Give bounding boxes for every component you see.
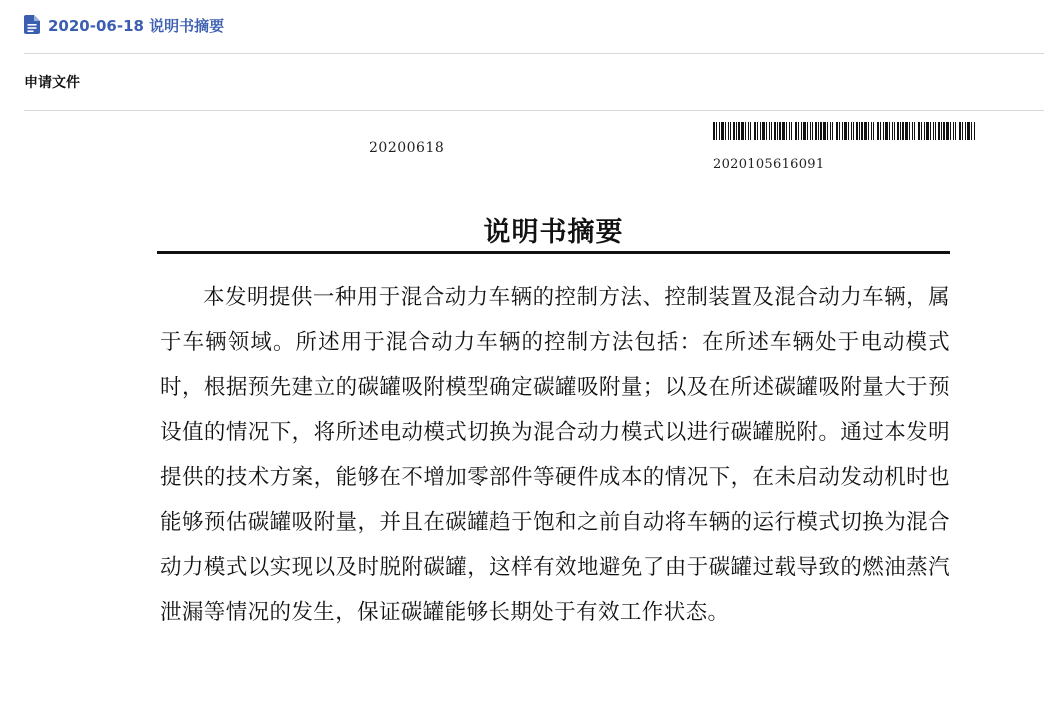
barcode-bar [791, 122, 792, 140]
barcode-bar [880, 122, 881, 140]
application-number: 2020105616091 [713, 157, 825, 172]
barcode-bar [946, 122, 949, 140]
barcode-bar [725, 122, 726, 140]
barcode-bar [953, 122, 954, 140]
barcode-bar [839, 122, 840, 140]
barcode-bar [807, 122, 808, 140]
barcode-bar [810, 122, 811, 140]
barcode-bar [950, 122, 951, 140]
barcode-bar [851, 122, 852, 140]
header-divider [24, 53, 1044, 54]
barcode-bar [844, 122, 847, 140]
barcode-bar [965, 122, 966, 140]
barcode-bar [716, 122, 717, 140]
barcode-bar [877, 122, 879, 140]
barcode-bar [812, 122, 813, 140]
barcode-bar [856, 122, 858, 140]
barcode-bar [967, 122, 970, 140]
barcode-bar [798, 122, 799, 140]
barcode-bar [815, 122, 817, 140]
barcode-bar [873, 122, 874, 140]
barcode-bar [771, 122, 772, 140]
barcode-bar [779, 122, 781, 140]
barcode-bar [721, 122, 724, 140]
barcode-bar [941, 122, 942, 140]
barcode-bar [909, 122, 910, 140]
barcode-bar [760, 122, 761, 140]
barcode-bar [905, 122, 908, 140]
barcode-bar [889, 122, 890, 140]
barcode-bar [933, 122, 934, 140]
barcode-bar [774, 122, 776, 140]
barcode-bar [930, 122, 931, 140]
barcode-bar [741, 122, 744, 140]
title-rule [157, 251, 950, 254]
barcode-bar [836, 122, 838, 140]
document-icon [24, 15, 42, 35]
barcode-bar [914, 122, 915, 140]
barcode-bar [943, 122, 945, 140]
barcode-bar [823, 122, 826, 140]
barcode-bar [733, 122, 735, 140]
barcode-bar [962, 122, 963, 140]
barcode-bar [736, 122, 737, 140]
barcode-bar [757, 122, 758, 140]
barcode-bar [745, 122, 746, 140]
barcode-bar [971, 122, 972, 140]
barcode-bar [864, 122, 867, 140]
barcode-bar [902, 122, 904, 140]
barcode-bar [713, 122, 715, 140]
barcode-bar [830, 122, 831, 140]
section-divider [24, 110, 1044, 111]
barcode-bar [769, 122, 770, 140]
barcode-bar [897, 122, 899, 140]
barcode-bar [974, 122, 975, 140]
barcode-bar [803, 122, 806, 140]
barcode-bar [924, 122, 925, 140]
barcode-bar [762, 122, 765, 140]
barcode-bar [918, 122, 920, 140]
barcode-icon [713, 122, 975, 140]
barcode-bar [955, 122, 956, 140]
abstract-text: 本发明提供一种用于混合动力车辆的控制方法、控制装置及混合动力车辆，属于车辆领域。所述用于混合动力车辆的控制方法包括：在所述车辆处于电动模式时，根据预先建立的碳罐吸附模型确定碳罐吸附量；以及在所述碳罐吸附量大于预设值的情况下，将所述电动模式切换为混合动力模式以进行碳罐脱附。通过本发明提供的技术方案，能够在不增加零部件等硬件成本的情况下，在未启动发动机时也能够预估碳罐吸附量，并且在碳罐趋于饱和之前自动将车辆的运行模式切换为混合动力模式以实现以及时脱附碳罐，这样有效地避免了由于碳罐过载导致的燃油蒸汽泄漏等情况的发生，保证碳罐能够长期处于有效工作状态。 [160, 285, 950, 625]
barcode-bar [894, 122, 895, 140]
barcode-bar [719, 122, 720, 140]
barcode-bar [730, 122, 731, 140]
barcode-bar [748, 122, 749, 140]
barcode-bar [900, 122, 901, 140]
section-label: 申请文件 [24, 75, 80, 91]
barcode-bar [926, 122, 929, 140]
barcode-bar [868, 122, 869, 140]
page-title: 说明书摘要 [483, 217, 624, 248]
barcode-bar [959, 122, 961, 140]
barcode-bar [935, 122, 936, 140]
document-page [0, 112, 1059, 722]
barcode-bar [885, 122, 888, 140]
barcode-bar [786, 122, 787, 140]
barcode-bar [777, 122, 778, 140]
barcode-bar [782, 122, 785, 140]
barcode-bar [883, 122, 884, 140]
barcode-bar [848, 122, 849, 140]
barcode-bar [738, 122, 740, 140]
barcode-bar [789, 122, 790, 140]
barcode-bar [892, 122, 893, 140]
barcode-bar [871, 122, 872, 140]
document-link-label[interactable]: 2020-06-18 说明书摘要 [48, 16, 225, 35]
filing-date: 20200618 [369, 140, 445, 156]
barcode-bar [827, 122, 828, 140]
barcode-bar [766, 122, 767, 140]
barcode-bar [912, 122, 913, 140]
barcode-bar [820, 122, 822, 140]
barcode-bar [795, 122, 797, 140]
barcode-bar [861, 122, 863, 140]
barcode-bar [853, 122, 854, 140]
barcode-bar [728, 122, 729, 140]
document-link[interactable] [24, 12, 224, 38]
barcode-bar [921, 122, 922, 140]
barcode-bar [859, 122, 860, 140]
barcode-bar [818, 122, 819, 140]
barcode-bar [801, 122, 802, 140]
barcode-bar [832, 122, 833, 140]
barcode-bar [938, 122, 940, 140]
barcode-bar [750, 122, 751, 140]
barcode-bar [754, 122, 756, 140]
barcode-bar [842, 122, 843, 140]
